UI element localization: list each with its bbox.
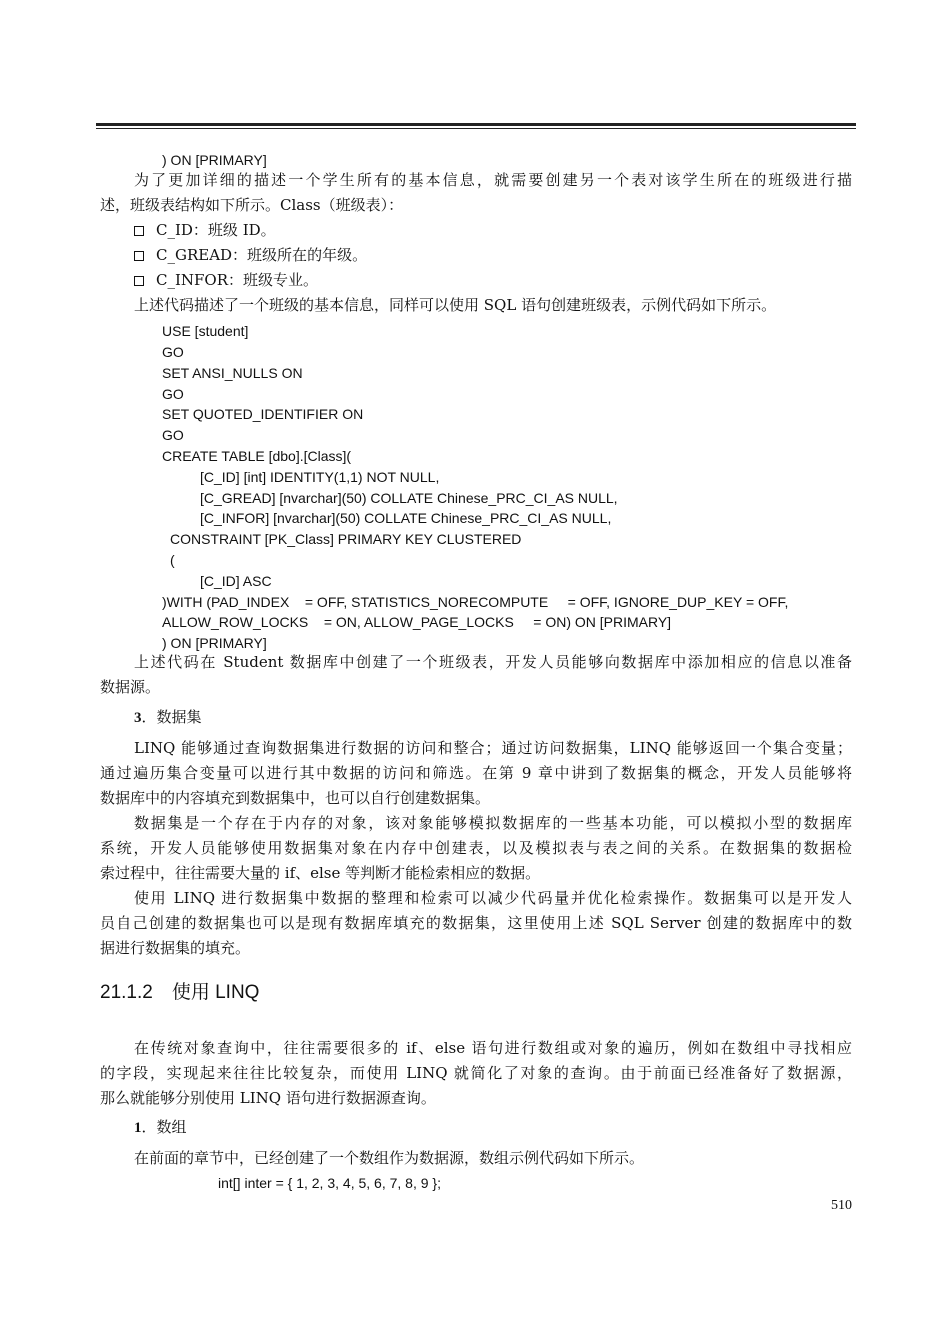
paragraph-line: 的字段，实现起来往往比较复杂，而使用 LINQ 就简化了对象的查询。由于前面已经准备好了数据源， [100,1064,852,1082]
paragraph-line: 据进行数据集的填充。 [100,939,251,957]
paragraph-line: 数据集是一个存在于内存的对象，该对象能够模拟数据库的一些基本功能，可以模拟小型的数据库 [134,814,852,832]
section-title [134,705,202,731]
section-number: 3 [134,710,142,726]
code-line: ALLOW_ROW_LOCKS = ON, ALLOW_PAGE_LOCKS = ON) ON [PRIMARY] [162,614,672,630]
paragraph-line: 为了更加详细的描述一个学生所有的基本信息，就需要创建另一个表对该学生所在的班级进行描 [134,171,852,189]
paragraph-line: 上述代码描述了一个班级的基本信息，同样可以使用 SQL 语句创建班级表，示例代码如下所示。 [134,296,777,314]
code-line: CONSTRAINT [PK_Class] PRIMARY KEY CLUSTERED [170,531,522,547]
code-line: SET ANSI_NULLS ON [162,365,303,381]
code-line: [C_INFOR] [nvarchar](50) COLLATE Chinese_PRC_CI_AS NULL, [200,510,612,526]
paragraph-line: 在前面的章节中，已经创建了一个数组作为数据源，数组示例代码如下所示。 [134,1149,645,1167]
paragraph-line: 使用 LINQ 进行数据集中数据的整理和检索可以减少代码量并优化检索操作。数据集可以是开发人 [134,889,852,907]
code-line: GO [162,344,184,360]
code-line: ) ON [PRIMARY] [162,635,267,651]
paragraph-line: 索过程中，往往需要大量的 if、else 等判断才能检索相应的数据。 [100,864,541,882]
paragraph-line: 员自己创建的数据集也可以是现有数据库填充的数据集，这里使用上述 SQL Server 创建的数据库中的数 [100,914,852,932]
section-title-text: ．数组 [141,1118,187,1136]
bullet-item [134,243,367,268]
code-line: CREATE TABLE [dbo].[Class]( [162,448,352,464]
code-line: USE [student] [162,323,249,339]
code-line: GO [162,386,184,402]
bullet-text: C_GREAD：班级所在的年级。 [156,246,368,264]
checkbox-bullet-icon [134,251,144,261]
code-line: [C_ID] ASC [200,573,272,589]
code-line: GO [162,427,184,443]
paragraph-line: 通过遍历集合变量可以进行其中数据的访问和筛选。在第 9 章中讲到了数据集的概念，开发人员能够将 [100,764,852,782]
paragraph-line: 数据库中的内容填充到数据集中，也可以自行创建数据集。 [100,789,491,807]
page-number: 510 [831,1198,852,1213]
bullet-item [134,268,318,293]
bullet-text: C_INFOR：班级专业。 [156,271,319,289]
section-title [134,1115,187,1141]
code-line: )WITH (PAD_INDEX = OFF, STATISTICS_NORECOMPUTE = OFF, IGNORE_DUP_KEY = OFF, [162,594,789,610]
code-line: int[] inter = { 1, 2, 3, 4, 5, 6, 7, 8, 9 }; [218,1175,441,1191]
bullet-text: C_ID：班级 ID。 [156,221,276,239]
section-number: 1 [134,1120,142,1136]
section-title-text: ．数据集 [141,708,202,726]
section-heading: 21.1.2 使用 LINQ [100,982,260,1003]
code-line: ) ON [PRIMARY] [162,152,267,168]
paragraph-line: 在传统对象查询中，往往需要很多的 if、else 语句进行数组或对象的遍历，例如在数组中寻找相应 [134,1039,852,1057]
code-line: ( [170,552,175,568]
code-line: [C_GREAD] [nvarchar](50) COLLATE Chinese_PRC_CI_AS NULL, [200,490,618,506]
paragraph-line: 述，班级表结构如下所示。Class（班级表）： [100,196,404,214]
checkbox-bullet-icon [134,226,144,236]
checkbox-bullet-icon [134,276,144,286]
header-rule-thick [96,123,856,126]
paragraph-line: 系统，开发人员能够使用数据集对象在内存中创建表，以及模拟表与表之间的关系。在数据集的数据检 [100,839,852,857]
paragraph-line: 数据源。 [100,678,161,696]
paragraph-line: 上述代码在 Student 数据库中创建了一个班级表，开发人员能够向数据库中添加相应的信息以准备 [134,653,852,671]
bullet-item [134,218,276,243]
code-line: [C_ID] [int] IDENTITY(1,1) NOT NULL, [200,469,440,485]
paragraph-line: 那么就能够分别使用 LINQ 语句进行数据源查询。 [100,1089,436,1107]
header-rule-thin [96,128,856,129]
code-line: SET QUOTED_IDENTIFIER ON [162,406,364,422]
paragraph-line: LINQ 能够通过查询数据集进行数据的访问和整合；通过访问数据集，LINQ 能够返回一个集合变量； [134,739,852,757]
